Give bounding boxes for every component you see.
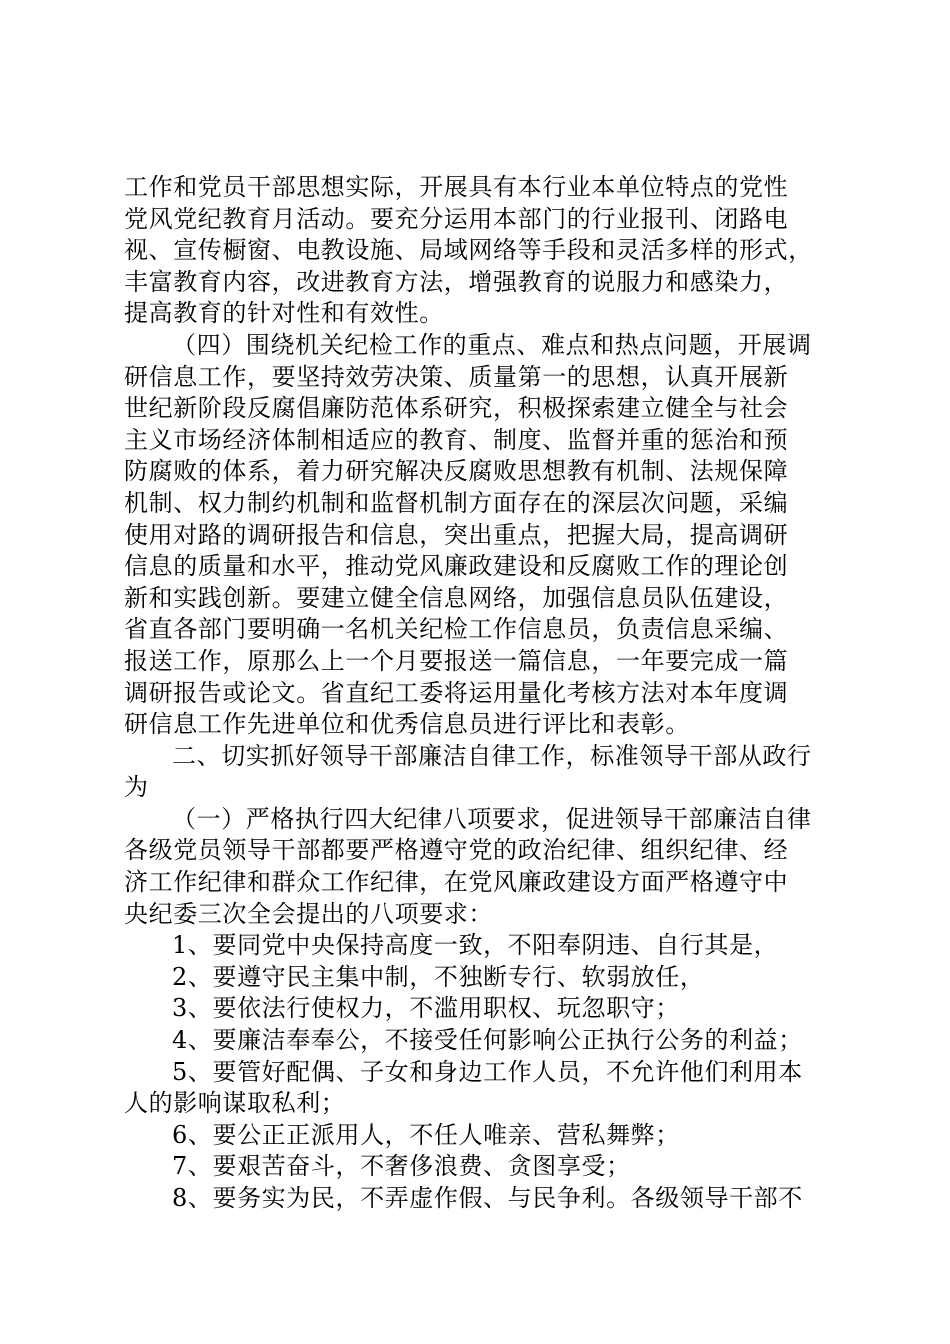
text-line: （一）严格执行四大纪律八项要求，促进领导干部廉洁自律 (172, 804, 812, 833)
text-line: 二、切实抓好领导干部廉洁自律工作，标准领导干部从政行 (172, 741, 812, 770)
text-line: 6、要公正正派用人，不任人唯亲、营私舞弊； (172, 1120, 680, 1149)
text-line: （四）围绕机关纪检工作的重点、难点和热点问题，开展调 (172, 330, 812, 359)
text-line: 机制、权力制约机制和监督机制方面存在的深层次问题，采编 (124, 488, 789, 517)
text-line: 央纪委三次全会提出的八项要求： (124, 899, 493, 928)
text-line: 研信息工作，要坚持效劳决策、质量第一的思想，认真开展新 (124, 362, 789, 391)
text-line: 工作和党员干部思想实际，开展具有本行业本单位特点的党性 (124, 173, 789, 201)
text-line: 5、要管好配偶、子女和身边工作人员，不允许他们利用本 (172, 1057, 803, 1086)
text-line: 人的影响谋取私利； (124, 1089, 346, 1118)
text-line: 报送工作，原那么上一个月要报送一篇信息，一年要完成一篇 (124, 646, 789, 675)
text-line: 新和实践创新。要建立健全信息网络，加强信息员队伍建设， (124, 583, 789, 612)
text-line: 党风党纪教育月活动。要充分运用本部门的行业报刊、闭路电 (124, 204, 789, 233)
text-line: 主义市场经济体制相适应的教育、制度、监督并重的惩治和预 (124, 425, 789, 454)
text-line: 世纪新阶段反腐倡廉防范体系研究，积极探索建立健全与社会 (124, 394, 789, 423)
document-page (124, 172, 836, 1215)
text-line: 1、要同党中央保持高度一致，不阳奉阴违、自行其是， (172, 931, 779, 960)
text-line: 提高教育的针对性和有效性。 (124, 299, 444, 328)
text-line: 济工作纪律和群众工作纪律，在党风廉政建设方面严格遵守中 (124, 868, 789, 897)
text-line: 8、要务实为民，不弄虚作假、与民争利。各级领导干部不 (172, 1184, 803, 1212)
text-line: 丰富教育内容，改进教育方法，增强教育的说服力和感染力， (124, 267, 789, 296)
text-line: 研信息工作先进单位和优秀信息员进行评比和表彰。 (124, 710, 690, 739)
text-line: 4、要廉洁奉奉公，不接受任何影响公正执行公务的利益； (172, 1026, 803, 1055)
text-line: 7、要艰苦奋斗，不奢侈浪费、贪图享受； (172, 1152, 631, 1181)
text-line: 调研报告或论文。省直纪工委将运用量化考核方法对本年度调 (124, 678, 789, 707)
text-line: 3、要依法行使权力，不滥用职权、玩忽职守； (172, 994, 680, 1023)
text-line: 省直各部门要明确一名机关纪检工作信息员，负责信息采编、 (124, 615, 789, 644)
text-line: 2、要遵守民主集中制，不独断专行、软弱放任， (172, 962, 705, 991)
text-line: 使用对路的调研报告和信息，突出重点，把握大局，提高调研 (124, 520, 789, 549)
text-line: 为 (124, 773, 149, 802)
text-line: 防腐败的体系，着力研究解决反腐败思想教有机制、法规保障 (124, 457, 789, 486)
text-line: 视、宣传橱窗、电教设施、局域网络等手段和灵活多样的形式， (124, 236, 813, 265)
text-line: 信息的质量和水平，推动党风廉政建设和反腐败工作的理论创 (124, 552, 789, 581)
text-line: 各级党员领导干部都要严格遵守党的政治纪律、组织纪律、经 (124, 836, 789, 865)
